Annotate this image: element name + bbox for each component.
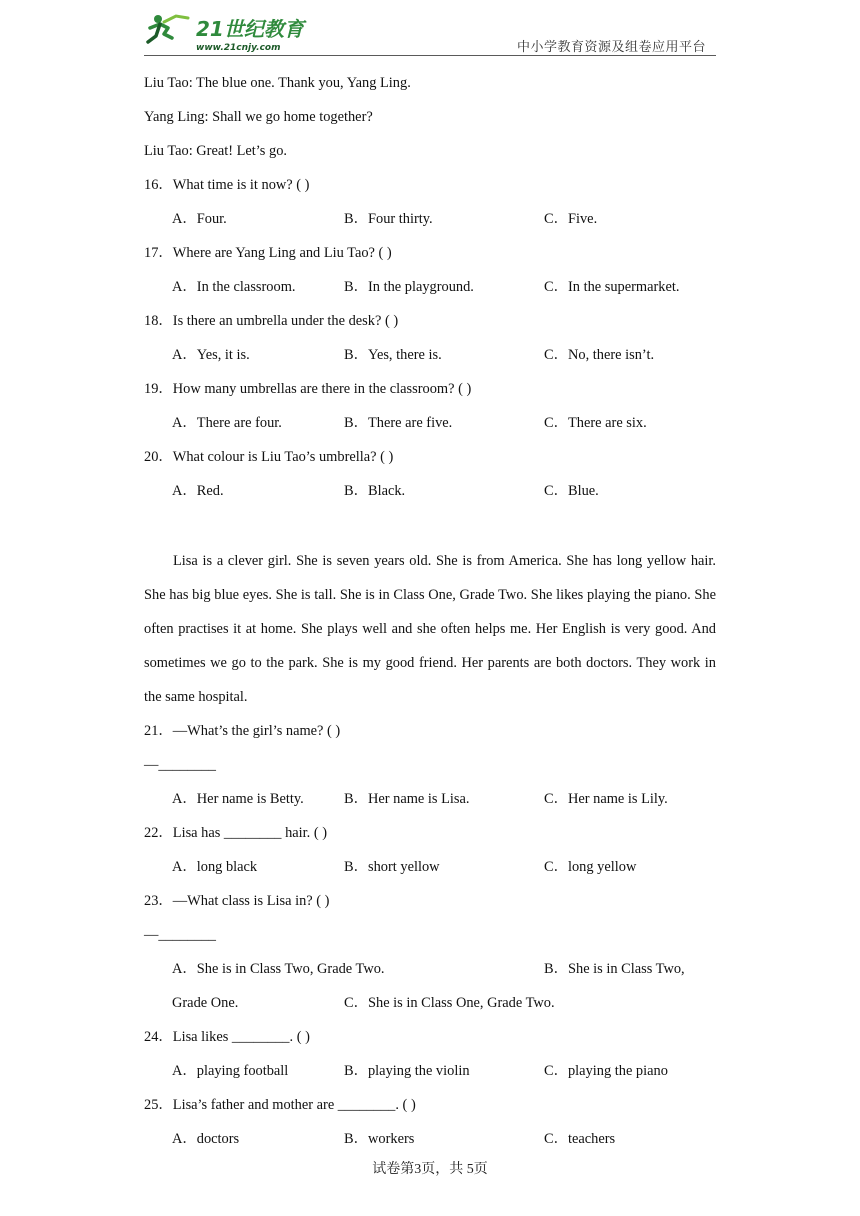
option-b: B．Her name is Lisa. xyxy=(344,791,470,807)
question-24-stem: 24．Lisa likes ________. ( ) xyxy=(144,1029,310,1045)
option-c: C．There are six. xyxy=(544,415,647,431)
option-c: C．Five. xyxy=(544,211,598,227)
option-c: C．long yellow xyxy=(544,859,637,875)
option-a: A．Her name is Betty. xyxy=(172,791,304,807)
option-b: B．workers xyxy=(344,1131,415,1147)
option-b: B．Yes, there is. xyxy=(344,347,442,363)
page-header xyxy=(144,8,716,56)
question-24-options xyxy=(144,1054,716,1088)
question-20-options xyxy=(144,474,716,508)
option-a: A．Red. xyxy=(172,483,224,499)
dialogue-line: Yang Ling: Shall we go home together? xyxy=(144,109,373,125)
option-c: C．Her name is Lily. xyxy=(544,791,668,807)
option-b: B．Black. xyxy=(344,483,406,499)
question-18-stem: 18．Is there an umbrella under the desk? ( ) xyxy=(144,313,399,329)
question-25-stem: 25．Lisa’s father and mother are ________. ( ) xyxy=(144,1097,416,1113)
logo-text: 21世纪教育 xyxy=(196,17,304,41)
question-21-options xyxy=(144,782,716,816)
question-19-stem: 19．How many umbrellas are there in the classroom? ( ) xyxy=(144,381,472,397)
option-a: A．long black xyxy=(172,859,258,875)
option-c: C．teachers xyxy=(544,1131,616,1147)
question-17-options xyxy=(144,270,716,304)
question-21-stem: 21．—What’s the girl’s name? ( ) xyxy=(144,723,341,739)
option-a: A．She is in Class Two, Grade Two. xyxy=(172,961,385,977)
section-gap xyxy=(144,508,716,544)
option-a: A．Four. xyxy=(172,211,227,227)
header-divider xyxy=(144,55,716,56)
dialogue-line: Liu Tao: Great! Let’s go. xyxy=(144,143,287,159)
dialogue-line: Liu Tao: The blue one. Thank you, Yang Ling. xyxy=(144,75,411,91)
question-18-options xyxy=(144,338,716,372)
option-a: A．In the classroom. xyxy=(172,279,296,295)
logo-url: www.21cnjy.com xyxy=(196,43,281,53)
option-c: C．playing the piano xyxy=(544,1063,668,1079)
option-a: A．There are four. xyxy=(172,415,282,431)
page-footer: 试卷第3页，共 5页 xyxy=(372,1162,488,1177)
header-platform-text: 中小学教育资源及组卷应用平台 xyxy=(516,39,706,54)
question-23-stem: 23．—What class is Lisa in? ( ) xyxy=(144,893,330,909)
option-c: C．She is in Class One, Grade Two. xyxy=(344,995,555,1011)
question-22-stem: 22．Lisa has ________ hair. ( ) xyxy=(144,825,328,841)
option-b: B．Four thirty. xyxy=(344,211,433,227)
option-c: C．Blue. xyxy=(544,483,599,499)
option-a: A．Yes, it is. xyxy=(172,347,250,363)
question-16-stem: 16．What time is it now? ( ) xyxy=(144,177,310,193)
option-b: B．She is in Class Two, xyxy=(544,961,685,977)
question-23-options-row2 xyxy=(144,986,716,1020)
option-b: B．In the playground. xyxy=(344,279,474,295)
option-b-continued: Grade One. xyxy=(172,995,239,1011)
option-b: B．short yellow xyxy=(344,859,440,875)
question-19-options xyxy=(144,406,716,440)
question-25-options xyxy=(144,1122,716,1156)
option-b: B．playing the violin xyxy=(344,1063,470,1079)
question-23-answer-line: —________ xyxy=(144,927,216,943)
option-c: C．No, there isn’t. xyxy=(544,347,655,363)
question-21-answer-line: —________ xyxy=(144,757,216,773)
option-b: B．There are five. xyxy=(344,415,453,431)
question-22-options xyxy=(144,850,716,884)
question-20-stem: 20．What colour is Liu Tao’s umbrella? ( ) xyxy=(144,449,394,465)
logo-21cnjy-icon xyxy=(144,8,312,54)
option-a: A．doctors xyxy=(172,1131,240,1147)
question-17-stem: 17．Where are Yang Ling and Liu Tao? ( ) xyxy=(144,245,392,261)
question-16-options xyxy=(144,202,716,236)
option-a: A．playing football xyxy=(172,1063,289,1079)
option-c: C．In the supermarket. xyxy=(544,279,680,295)
reading-passage: Lisa is a clever girl. She is seven years old. She is from America. She has long yellow hair. She has big blue eyes. She is tall. She is in Class One, Grade Two. She likes playing the piano. She often practises it at home. She plays well and she often helps me. Her English is very good. And sometimes we go to the park. She is my good friend. Her parents are both doctors. They work in the same hospital. xyxy=(144,553,716,705)
exam-content xyxy=(144,66,716,1156)
question-23-options-row1 xyxy=(144,952,716,986)
